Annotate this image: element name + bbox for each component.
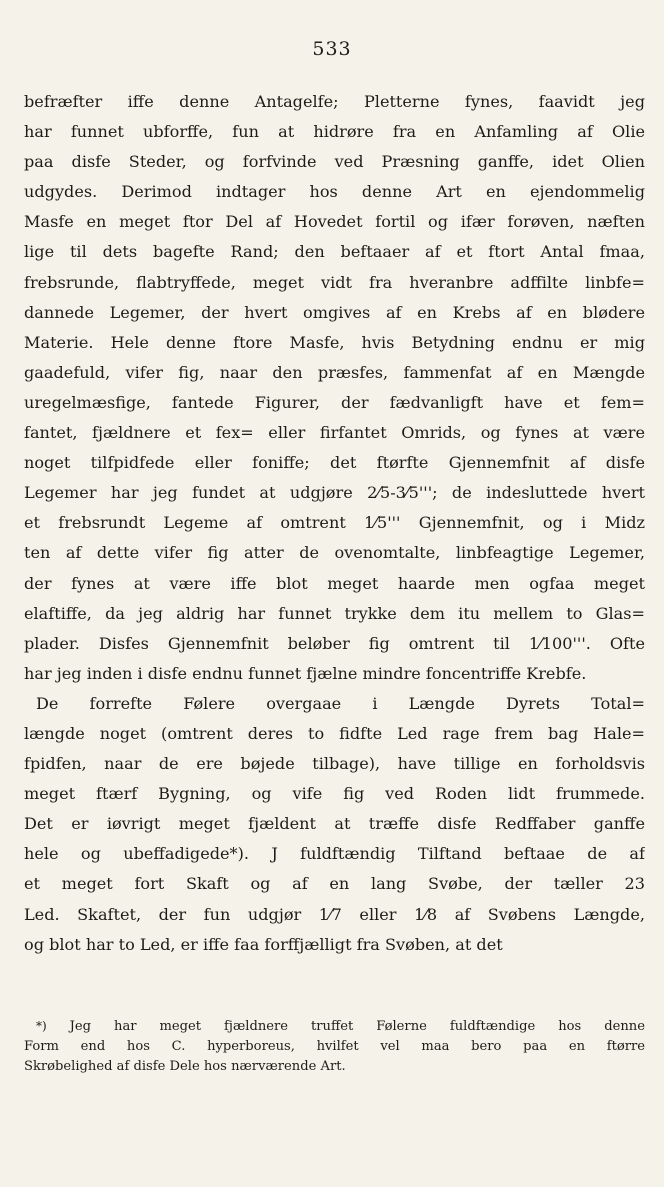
text-line: lige til dets bagefte Rand; den beftaaer af et ftort Antal fmaa, bbox=[24, 242, 645, 262]
text-line: befræfter iffe denne Antagelfe; Pletterne fynes, faavidt jeg bbox=[24, 92, 645, 111]
footnote-text: Jeg har meget fjældnere truffet Følerne fuldftændige hos denne bbox=[69, 1019, 645, 1034]
text-line: dannede Legemer, der hvert omgives af en Krebs af en blødere bbox=[24, 302, 645, 322]
text-line: der fynes at være iffe blot meget haarde men ogfaa meget bbox=[24, 573, 645, 593]
text-line: hele og ubeffadigede*). J fuldftændig Tilftand beftaae de af bbox=[24, 844, 645, 864]
text-line: meget ftærf Bygning, og vife fig ved Roden lidt frummede. bbox=[24, 784, 645, 804]
text-line: Materie. Hele denne ftore Masfe, hvis Betydning endnu er mig bbox=[24, 332, 645, 352]
text-line: frebsrunde, flabtryffede, meget vidt fra hveranbre adffilte linbfe= bbox=[24, 272, 645, 292]
text-line: fpidfen, naar de ere bøjede tilbage), have tillige en forholdsvis bbox=[24, 754, 645, 774]
footnote-line: Form end hos C. hyperboreus, hvilfet vel maa bero paa en ftørre bbox=[24, 1038, 645, 1054]
footnote bbox=[24, 1016, 645, 1078]
text-line: uregelmæsfige, fantede Figurer, der fædvanligft have et fem= bbox=[24, 392, 645, 412]
text-line: Legemer har jeg fundet at udgjøre 2⁄5-3⁄5'''; de indesluttede hvert bbox=[24, 483, 645, 503]
text-line: et frebsrundt Legeme af omtrent 1⁄5''' Gjennemfnit, og i Midz bbox=[24, 513, 645, 533]
footnote-line bbox=[24, 1016, 645, 1037]
text-line: længde noget (omtrent deres to fidfte Led rage frem bag Hale= bbox=[24, 723, 645, 743]
page-number: 533 bbox=[312, 38, 352, 60]
text-line: udgydes. Derimod indtager hos denne Art en ejendommelig bbox=[24, 182, 645, 202]
text-line: gaadefuld, vifer fig, naar den præsfes, fammenfat af en Mængde bbox=[24, 362, 645, 382]
text-line: elaftiffe, da jeg aldrig har funnet trykke dem itu mellem to Glas= bbox=[24, 603, 645, 623]
text-line: plader. Disfes Gjennemfnit beløber fig omtrent til 1⁄100'''. Ofte bbox=[24, 633, 645, 653]
text-line: har funnet ubforffe, fun at hidrøre fra en Anfamling af Olie bbox=[24, 122, 645, 142]
footnote-line: Skrøbelighed af disfe Dele hos nærværende Art. bbox=[24, 1059, 346, 1074]
text-line: og blot har to Led, er iffe faa forffjælligt fra Svøben, at det bbox=[24, 934, 503, 954]
text-line: har jeg inden i disfe endnu funnet fjælne mindre foncentriffe Krebfe. bbox=[24, 663, 587, 683]
text-line: Led. Skaftet, der fun udgjør 1⁄7 eller 1⁄8 af Svøbens Længde, bbox=[24, 904, 645, 924]
body-text bbox=[24, 87, 645, 960]
text-line: Det er iøvrigt meget fjældent at træffe disfe Redffaber ganffe bbox=[24, 814, 645, 834]
text-line: De forrefte Følere overgaae i Længde Dyrets Total= bbox=[36, 693, 645, 713]
text-line: paa disfe Steder, og forfvinde ved Præsning ganffe, idet Olien bbox=[24, 152, 645, 172]
footnote-marker: *) bbox=[36, 1019, 47, 1033]
text-line: et meget fort Skaft og af en lang Svøbe, der tæller 23 bbox=[24, 874, 645, 894]
text-line: fantet, fjældnere et fex= eller firfantet Omrids, og fynes at være bbox=[24, 423, 645, 443]
text-line: Masfe en meget ftor Del af Hovedet fortil og ifær forøven, næften bbox=[24, 212, 645, 232]
text-line: noget tilfpidfede eller foniffe; det ftørfte Gjennemfnit af disfe bbox=[24, 453, 645, 473]
text-line: ten af dette vifer fig atter de ovenomtalte, linbfeagtige Legemer, bbox=[24, 543, 645, 563]
